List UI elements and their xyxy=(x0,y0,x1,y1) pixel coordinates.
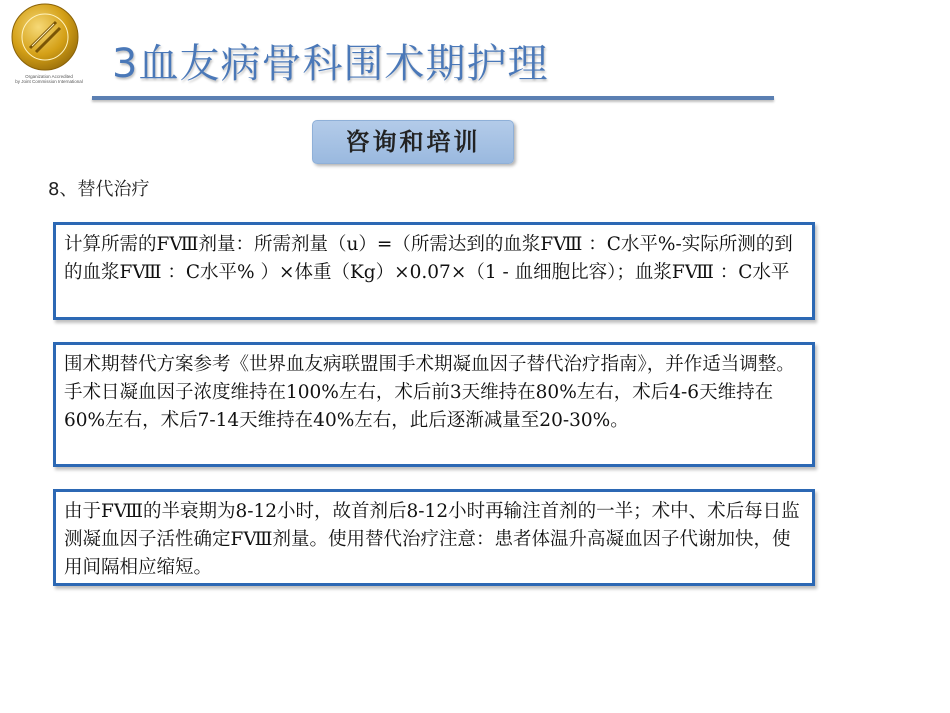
info-box-text: 围术期替代方案参考《世界血友病联盟围手术期凝血因子替代治疗指南》，并作适当调整。手术日凝血因子浓度维持在100%左右，术后前3天维持在80%左右，术后4-6天维持在60%左右，术后7-14天维持在40%左右，此后逐渐减量至20-30%。 xyxy=(64,354,795,431)
info-box-replacement-plan xyxy=(53,342,815,467)
info-box-half-life xyxy=(53,489,815,586)
header-divider xyxy=(92,96,774,100)
jci-logo xyxy=(4,2,88,86)
info-box-dosage-formula xyxy=(53,222,815,320)
info-box-text: 计算所需的FⅧ剂量：所需剂量（u）=（所需达到的血浆FⅧ ：C水平%-实际所测的到的血浆FⅧ ：C水平% ）×体重（Kg）×0.07×（1 - 血细胞比容）；血浆FⅧ ：C水平 xyxy=(64,234,793,283)
logo-caption-line1: Organization Accredited xyxy=(25,74,73,79)
item-heading: 8、替代治疗 xyxy=(48,179,150,200)
jci-seal-icon xyxy=(10,2,80,72)
slide-title: 3血友病骨科围术期护理 xyxy=(112,41,549,87)
logo-caption-line2: by Joint Commission International xyxy=(15,79,83,84)
section-badge: 咨询和培训 xyxy=(312,120,514,164)
info-box-text: 由于FⅧ的半衰期为8-12小时，故首剂后8-12小时再输注首剂的一半；术中、术后每日监测凝血因子活性确定FⅧ剂量。使用替代治疗注意：患者体温升高凝血因子代谢加快，使用间隔相应缩短。 xyxy=(64,501,800,578)
